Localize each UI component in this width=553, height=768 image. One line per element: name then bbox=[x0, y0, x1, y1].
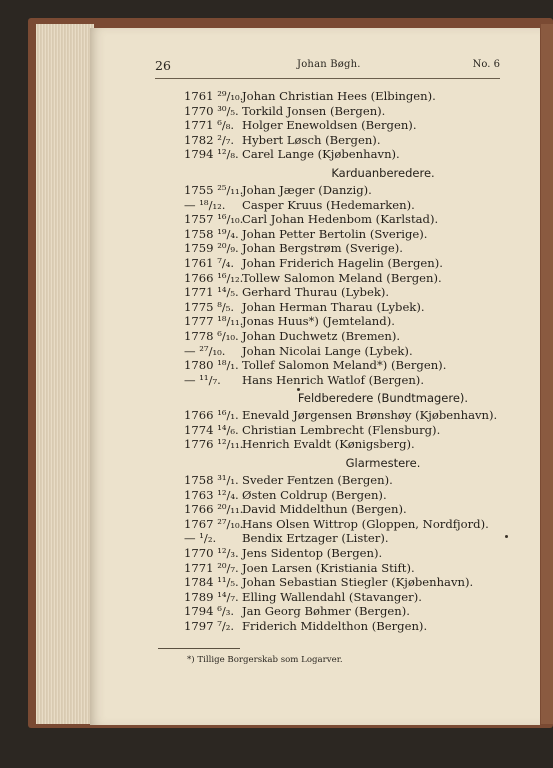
print-speck bbox=[297, 388, 300, 391]
entry-name: Casper Kruus (Hedemarken). bbox=[242, 197, 415, 212]
entry-date: 1770 ³⁰/₅. bbox=[184, 103, 239, 118]
entry-name: Carl Johan Hedenbom (Karlstad). bbox=[242, 212, 439, 227]
entry-name: Joen Larsen (Kristiania Stift). bbox=[242, 560, 415, 575]
entry-date: 1761 ⁷/₄. bbox=[184, 255, 235, 270]
entry-date: 1780 ¹⁸/₁. bbox=[184, 358, 239, 373]
entry-name: Hans Olsen Wittrop (Gloppen, Nordfjord). bbox=[242, 516, 489, 531]
entry-name: Enevald Jørgensen Brønshøy (Kjøbenhavn). bbox=[242, 408, 498, 423]
register-entry bbox=[158, 604, 518, 619]
entry-name: Jonas Huus*) (Jemteland). bbox=[242, 314, 395, 329]
register-entry bbox=[158, 546, 518, 561]
section-title: Glarmestere. bbox=[345, 456, 421, 471]
entry-date: 1766 ¹⁶/₁₂. bbox=[184, 270, 244, 285]
register-entry bbox=[158, 619, 518, 634]
running-header bbox=[155, 58, 500, 76]
header-rule bbox=[155, 78, 500, 79]
register-entry bbox=[158, 256, 518, 271]
entry-date: 1778 ⁶/₁₀. bbox=[184, 328, 239, 343]
entry-date: 1767 ²⁷/₁₀. bbox=[184, 516, 244, 531]
register-entry bbox=[158, 285, 518, 300]
register-entry bbox=[158, 241, 518, 256]
entry-name: Johan Nicolai Lange (Lybek). bbox=[242, 343, 413, 358]
entry-name: Friderich Middelthon (Bergen). bbox=[242, 619, 428, 633]
entry-date: 1761 ²⁹/₁₀. bbox=[184, 89, 244, 103]
entry-name: Johan Bergstrøm (Sverige). bbox=[242, 241, 403, 256]
register-entry bbox=[158, 104, 518, 119]
entry-date: 1766 ²⁰/₁₁. bbox=[184, 502, 244, 517]
footnote-rule bbox=[158, 648, 240, 649]
entry-name: Tollef Salomon Meland*) (Bergen). bbox=[242, 358, 447, 373]
entry-date: 1770 ¹²/₃. bbox=[184, 546, 239, 561]
entry-date: 1789 ¹⁴/₇. bbox=[184, 589, 239, 604]
entry-name: Bendix Ertzager (Lister). bbox=[242, 531, 389, 546]
entry-date: 1782 ²/₇. bbox=[184, 132, 235, 147]
entry-date: 1774 ¹⁴/₆. bbox=[184, 422, 239, 437]
entry-name: Johan Sebastian Stiegler (Kjøbenhavn). bbox=[242, 575, 474, 590]
register-entry bbox=[158, 531, 518, 546]
register-entry bbox=[158, 517, 518, 532]
page-edges bbox=[36, 24, 94, 724]
entry-name: Johan Jæger (Danzig). bbox=[242, 182, 372, 197]
section-title: Karduanberedere. bbox=[331, 165, 435, 180]
register-entry bbox=[158, 408, 518, 423]
volume-number: No. 6 bbox=[472, 59, 500, 70]
entry-date: 1794 ⁶/₃. bbox=[184, 604, 235, 619]
entry-name: Sveder Fentzen (Bergen). bbox=[242, 473, 393, 488]
register-entry bbox=[158, 358, 518, 373]
register-entry bbox=[158, 502, 518, 517]
register-entry bbox=[158, 473, 518, 488]
entry-name: Tollew Salomon Meland (Bergen). bbox=[242, 270, 442, 285]
entry-name: Hybert Løsch (Bergen). bbox=[242, 132, 381, 147]
page-number: 26 bbox=[155, 58, 171, 73]
register-entry bbox=[158, 423, 518, 438]
entry-name: David Middelthun (Bergen). bbox=[242, 502, 407, 517]
entry-name: Gerhard Thurau (Lybek). bbox=[242, 285, 390, 300]
register-entry bbox=[158, 89, 518, 104]
entry-name: Christian Lembrecht (Flensburg). bbox=[242, 422, 441, 437]
entry-date: 1755 ²⁵/₁₁. bbox=[184, 182, 244, 197]
entry-date: — ¹/₂. bbox=[184, 531, 217, 546]
entry-date: 1775 ⁸/₅. bbox=[184, 299, 235, 314]
entry-name: Holger Enewoldsen (Bergen). bbox=[242, 118, 417, 133]
entry-date: 1763 ¹²/₄. bbox=[184, 487, 239, 502]
entry-date: 1759 ²⁰/₉. bbox=[184, 241, 239, 256]
entry-name: Jens Sidentop (Bergen). bbox=[242, 546, 383, 561]
register-entry bbox=[158, 488, 518, 503]
register-entry bbox=[158, 575, 518, 590]
entry-name: Johan Christian Hees (Elbingen). bbox=[242, 89, 436, 103]
register-entry bbox=[158, 314, 518, 329]
entry-date: 1758 ³¹/₁. bbox=[184, 473, 239, 488]
register-entry bbox=[158, 147, 518, 162]
register-entry bbox=[158, 183, 518, 198]
register-entry bbox=[158, 300, 518, 315]
entry-name: Torkild Jonsen (Bergen). bbox=[242, 103, 386, 118]
running-author: Johan Bøgh. bbox=[297, 59, 361, 70]
entry-date: 1776 ¹²/₁₁. bbox=[184, 437, 244, 452]
entry-name: Johan Friderich Hagelin (Bergen). bbox=[242, 255, 443, 270]
entry-date: 1777 ¹⁸/₁₁. bbox=[184, 314, 244, 329]
entry-date: 1757 ¹⁶/₁₀. bbox=[184, 212, 244, 227]
entry-name: Carel Lange (Kjøbenhavn). bbox=[242, 147, 400, 162]
entry-name: Østen Coldrup (Bergen). bbox=[242, 487, 387, 502]
register-list bbox=[158, 89, 518, 634]
entry-name: Henrich Evaldt (Kønigsberg). bbox=[242, 437, 415, 452]
register-entry bbox=[158, 212, 518, 227]
section-title: Feldberedere (Bundtmagere). bbox=[297, 391, 469, 406]
book-spine-edge bbox=[541, 24, 553, 724]
entry-name: Johan Duchwetz (Bremen). bbox=[242, 328, 401, 343]
entry-date: — ¹⁸/₁₂. bbox=[184, 197, 226, 212]
register-entry bbox=[158, 118, 518, 133]
print-speck bbox=[505, 535, 508, 538]
entry-date: 1766 ¹⁶/₁. bbox=[184, 408, 239, 423]
entry-name: Elling Wallendahl (Stavanger). bbox=[242, 589, 422, 604]
entry-date: 1771 ¹⁴/₅. bbox=[184, 285, 239, 300]
entry-date: 1794 ¹²/₈. bbox=[184, 147, 239, 162]
entry-date: — ²⁷/₁₀. bbox=[184, 343, 226, 358]
entry-date: 1771 ²⁰/₇. bbox=[184, 560, 239, 575]
entry-name: Hans Henrich Watlof (Bergen). bbox=[242, 372, 425, 387]
entry-name: Johan Petter Bertolin (Sverige). bbox=[242, 226, 428, 241]
entry-name: Jan Georg Bøhmer (Bergen). bbox=[242, 604, 410, 619]
register-entry bbox=[158, 329, 518, 344]
entry-date: 1784 ¹¹/₅. bbox=[184, 575, 239, 590]
register-entry bbox=[158, 437, 518, 452]
register-entry bbox=[158, 198, 518, 213]
register-entry bbox=[158, 590, 518, 605]
register-entry bbox=[158, 561, 518, 576]
entry-date: 1758 ¹⁹/₄. bbox=[184, 226, 239, 241]
register-entry bbox=[158, 227, 518, 242]
entry-date: 1771 ⁶/₈. bbox=[184, 118, 235, 133]
entry-date: 1797 ⁷/₂. bbox=[184, 619, 235, 633]
entry-name: Johan Herman Tharau (Lybek). bbox=[242, 299, 425, 314]
register-entry bbox=[158, 271, 518, 286]
register-entry bbox=[158, 344, 518, 359]
entry-date: — ¹¹/₇. bbox=[184, 372, 221, 387]
footnote: *) Tillige Borgerskab som Logarver. bbox=[187, 655, 343, 665]
register-entry bbox=[158, 133, 518, 148]
register-entry bbox=[158, 373, 518, 388]
